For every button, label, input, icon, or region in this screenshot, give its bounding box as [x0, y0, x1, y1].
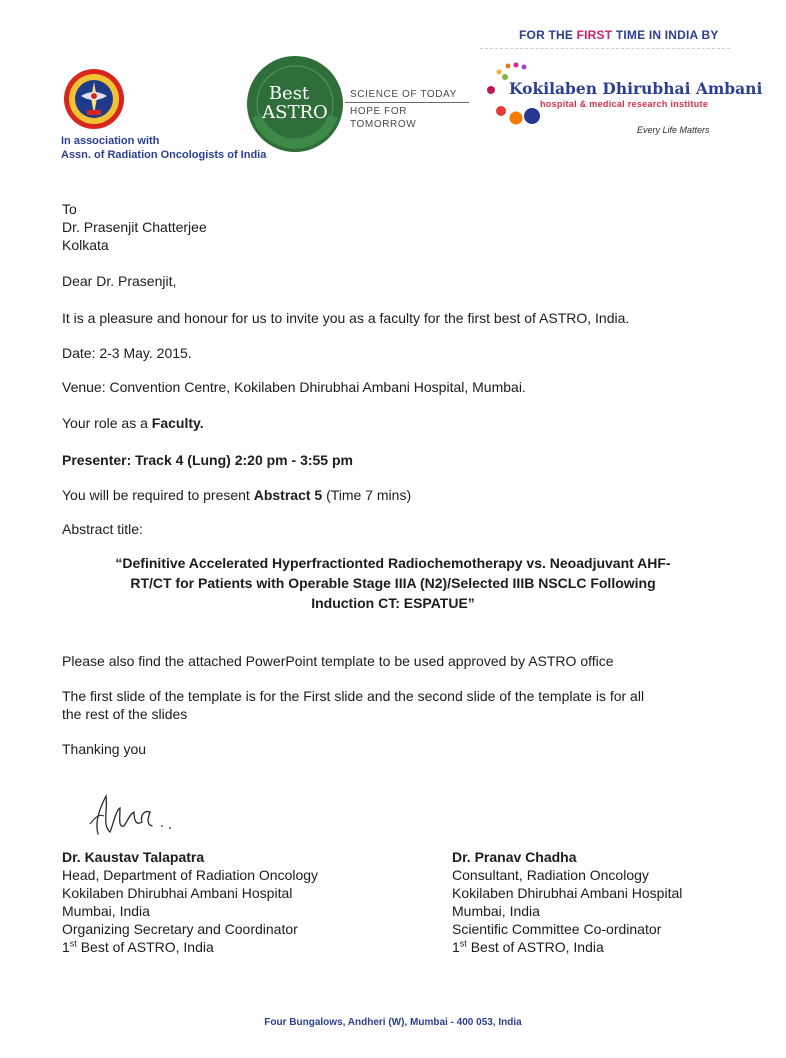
signature-image	[84, 786, 184, 842]
header-divider	[480, 48, 730, 49]
signatory-left-name: Dr. Kaustav Talapatra	[62, 849, 205, 865]
signatory-right-hospital: Kokilaben Dhirubhai Ambani Hospital	[452, 885, 683, 901]
role-prefix: Your role as a	[62, 415, 152, 431]
signatory-left-city: Mumbai, India	[62, 903, 150, 919]
abstract-title-label: Abstract title:	[62, 521, 143, 537]
best-of-astro-logo-icon	[245, 54, 345, 154]
signatory-right	[452, 848, 682, 956]
recipient-city: Kolkata	[62, 237, 109, 253]
event-date: Date: 2-3 May. 2015.	[62, 345, 192, 361]
hospital-name: Kokilaben Dhirubhai Ambani	[509, 79, 763, 98]
slide-note-line2: the rest of the slides	[62, 706, 188, 722]
role-line	[62, 415, 204, 431]
signatory-left-title: Head, Department of Radiation Oncology	[62, 867, 319, 883]
signatory-right-city: Mumbai, India	[452, 903, 540, 919]
signatory-left-hospital: Kokilaben Dhirubhai Ambani Hospital	[62, 885, 293, 901]
astro-tagline	[345, 88, 469, 131]
role-value: Faculty.	[151, 415, 204, 431]
invitation-text: It is a pleasure and honour for us to invite you as a faculty for the first best of ASTRO, India.	[62, 310, 630, 326]
abstract-prefix: You will be required to present	[62, 487, 254, 503]
edition-number: 1	[62, 939, 70, 955]
to-label: To	[62, 201, 77, 217]
abstract-title-line2: RT/CT for Patients with Operable Stage IIIA (N2)/Selected IIIB NSCLC Following	[130, 575, 656, 591]
salutation: Dear Dr. Prasenjit,	[62, 273, 177, 289]
slide-note-line1: The first slide of the template is for the First slide and the second slide of the template is for all	[62, 688, 645, 704]
hospital-subtitle: hospital & medical research institute	[540, 99, 709, 109]
abstract-number: Abstract 5	[253, 487, 323, 503]
signatory-left-role: Organizing Secretary and Coordinator	[62, 921, 298, 937]
event-venue: Venue: Convention Centre, Kokilaben Dhirubhai Ambani Hospital, Mumbai.	[62, 379, 526, 395]
signatory-right-name: Dr. Pranav Chadha	[452, 849, 577, 865]
edition-text: Best of ASTRO, India	[466, 939, 604, 955]
closing: Thanking you	[62, 741, 147, 757]
recipient-block	[62, 200, 207, 254]
template-note: Please also find the attached PowerPoint template to be used approved by ASTRO office	[62, 653, 614, 669]
aroi-emblem-icon	[63, 68, 125, 130]
signatory-left-edition	[62, 938, 318, 956]
first-time-prefix: FOR THE	[519, 28, 577, 42]
abstract-duration: (Time 7 mins)	[322, 487, 412, 503]
first-time-highlight: FIRST	[576, 28, 613, 42]
presenter-slot: Presenter: Track 4 (Lung) 2:20 pm - 3:55 pm	[62, 452, 353, 468]
abstract-title-line1: “Definitive Accelerated Hyperfractionted Radiochemotherapy vs. Neoadjuvant AHF-	[115, 555, 671, 571]
abstract-title	[70, 553, 716, 613]
signatory-right-title: Consultant, Radiation Oncology	[452, 867, 649, 883]
edition-text: Best of ASTRO, India	[76, 939, 214, 955]
hospital-tagline: Every Life Matters	[637, 125, 710, 135]
astro-tag-line2: HOPE FOR TOMORROW	[350, 106, 417, 130]
recipient-name: Dr. Prasenjit Chatterjee	[62, 219, 207, 235]
abstract-line	[62, 487, 411, 503]
astro-tag-line1: SCIENCE OF TODAY	[345, 88, 469, 103]
association-line2: Assn. of Radiation Oncologists of India	[61, 148, 267, 161]
association-line1: In association with	[61, 135, 160, 147]
astro-logo-main: ASTRO	[262, 102, 328, 123]
abstract-title-line3: Induction CT: ESPATUE”	[311, 595, 475, 611]
association-text	[61, 135, 266, 162]
first-time-suffix: TIME IN INDIA BY	[612, 28, 719, 42]
signatory-right-role: Scientific Committee Co-ordinator	[452, 921, 662, 937]
first-time-banner	[519, 28, 719, 42]
edition-suffix: st	[69, 938, 77, 949]
slide-note	[62, 687, 742, 723]
edition-suffix: st	[459, 938, 467, 949]
edition-number: 1	[452, 939, 460, 955]
footer-address: Four Bungalows, Andheri (W), Mumbai - 400 053, India	[264, 1017, 522, 1028]
signatory-right-edition	[452, 938, 682, 956]
astro-logo-best: Best	[268, 83, 310, 104]
signatory-left	[62, 848, 318, 956]
